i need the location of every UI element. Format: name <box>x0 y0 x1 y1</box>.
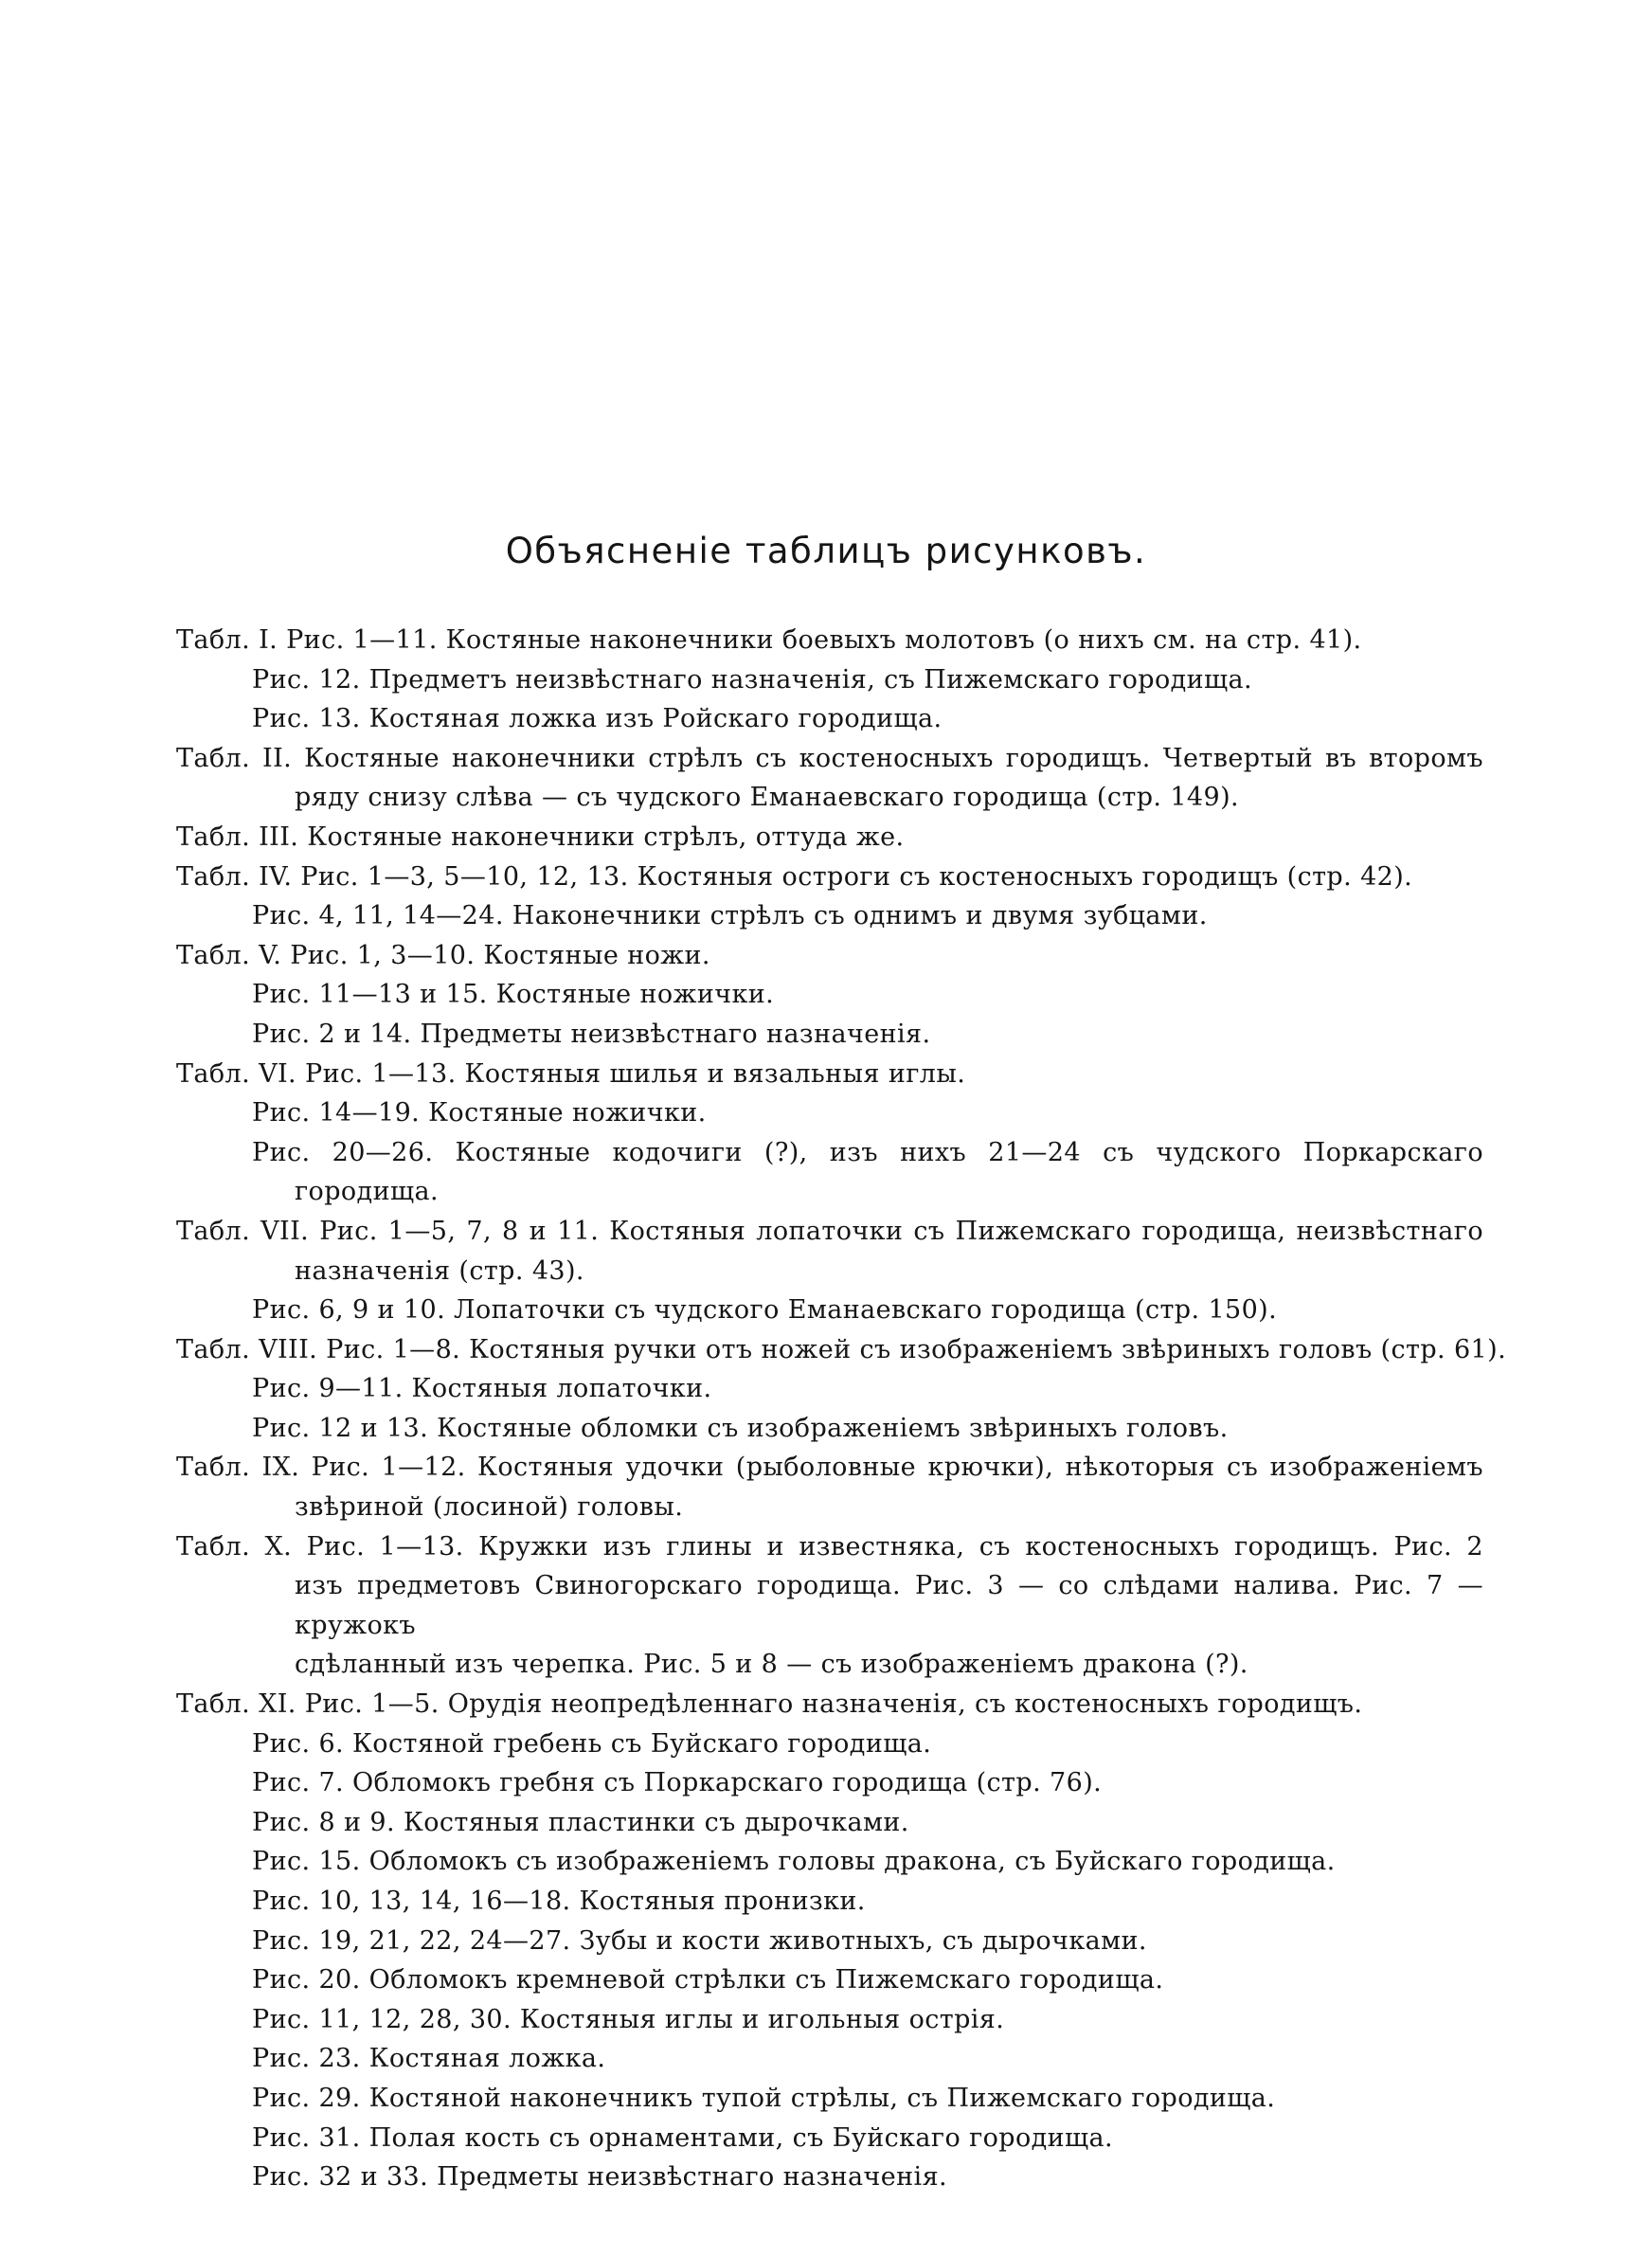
list-item: Рис. 32 и 33. Предметы неизвѣстнаго назначенія. <box>252 2162 948 2193</box>
list-item: Рис. 15. Обломокъ съ изображеніемъ головы дракона, съ Буйскаго городища. <box>252 1847 1336 1877</box>
list-item: Рис. 12 и 13. Костяные обломки съ изображеніемъ звѣриныхъ головъ. <box>252 1413 1229 1443</box>
list-item: Рис. 6. Костяной гребень съ Буйскаго городища. <box>252 1728 932 1759</box>
list-item: Рис. 20. Обломокъ кремневой стрѣлки съ Пижемскаго городища. <box>252 1965 1164 1995</box>
list-item: Табл. VIII. Рис. 1—8. Костяныя ручки отъ ножей съ изображеніемъ звѣриныхъ головъ (стр. 61). <box>176 1334 1507 1364</box>
list-item: Табл. II. Костяные наконечники стрѣлъ съ костеносныхъ городищъ. Четвертый въ второмъ <box>176 743 1483 773</box>
list-item: Табл. XI. Рис. 1—5. Орудія неопредѣленнаго назначенія, съ костеносныхъ городищъ. <box>176 1689 1363 1720</box>
list-item: Рис. 31. Полая кость съ орнаментами, съ Буйскаго городища. <box>252 2122 1114 2153</box>
page-title: Объясненіе таблицъ рисунковъ. <box>505 531 1147 571</box>
list-item: городища. <box>295 1177 439 1207</box>
list-item: Рис. 4, 11, 14—24. Наконечники стрѣлъ съ однимъ и двумя зубцами. <box>252 901 1208 931</box>
list-item: сдѣланный изъ черепка. Рис. 5 и 8 — съ изображеніемъ дракона (?). <box>295 1650 1248 1680</box>
list-item: Рис. 7. Обломокъ гребня съ Поркарскаго городища (стр. 76). <box>252 1768 1103 1798</box>
list-item: Табл. IV. Рис. 1—3, 5—10, 12, 13. Костяныя остроги съ костеносныхъ городищъ (стр. 42). <box>176 861 1413 892</box>
plates-explanation-list <box>176 621 1507 2197</box>
list-item: Рис. 8 и 9. Костяныя пластинки съ дырочками. <box>252 1807 909 1837</box>
list-item: Рис. 23. Костяная ложка. <box>252 2044 606 2074</box>
list-item: Табл. IX. Рис. 1—12. Костяныя удочки (рыболовные крючки), нѣкоторыя съ изображеніемъ <box>176 1453 1483 1483</box>
list-item: Табл. V. Рис. 1, 3—10. Костяные ножи. <box>176 940 710 970</box>
list-item: Рис. 11, 12, 28, 30. Костяныя иглы и игольныя острія. <box>252 2004 1005 2034</box>
list-item: Табл. VII. Рис. 1—5, 7, 8 и 11. Костяныя лопаточки съ Пижемскаго городища, неизвѣстнаго <box>176 1216 1483 1246</box>
list-item: Рис. 12. Предметъ неизвѣстнаго назначенія, съ Пижемскаго городища. <box>252 664 1253 695</box>
list-item: Рис. 13. Костяная ложка изъ Ройскаго городища. <box>252 704 943 734</box>
list-item: Рис. 11—13 и 15. Костяные ножички. <box>252 980 775 1010</box>
list-item: звѣриной (лосиной) головы. <box>295 1492 684 1523</box>
list-item: Рис. 29. Костяной наконечникъ тупой стрѣлы, съ Пижемскаго городища. <box>252 2083 1276 2113</box>
list-item: назначенія (стр. 43). <box>295 1255 584 1286</box>
list-item: Табл. VI. Рис. 1—13. Костяныя шилья и вязальныя иглы. <box>176 1058 966 1089</box>
list-item: изъ предметовъ Свиногорскаго городища. Рис. 3 — со слѣдами налива. Рис. 7 — кружокъ <box>295 1571 1483 1640</box>
list-item: Рис. 6, 9 и 10. Лопаточки съ чудского Еманаевскаго городища (стр. 150). <box>252 1295 1278 1326</box>
list-item: ряду снизу слѣва — съ чудского Еманаевскаго городища (стр. 149). <box>295 783 1240 813</box>
list-item: Рис. 10, 13, 14, 16—18. Костяныя пронизки. <box>252 1887 866 1916</box>
list-item: Рис. 14—19. Костяные ножички. <box>252 1098 707 1128</box>
list-item: Рис. 2 и 14. Предметы неизвѣстнаго назначенія. <box>252 1019 931 1049</box>
list-item: Рис. 19, 21, 22, 24—27. Зубы и кости животныхъ, съ дырочками. <box>252 1925 1147 1956</box>
list-item: Рис. 9—11. Костяныя лопаточки. <box>252 1374 712 1404</box>
list-item: Табл. X. Рис. 1—13. Кружки изъ глины и известняка, съ костеносныхъ городищъ. Рис. 2 <box>176 1531 1483 1562</box>
list-item: Рис. 20—26. Костяные кодочиги (?), изъ нихъ 21—24 съ чудского Поркарскаго <box>252 1137 1483 1167</box>
list-item: Табл. III. Костяные наконечники стрѣлъ, оттуда же. <box>176 822 905 852</box>
list-item: Табл. I. Рис. 1—11. Костяные наконечники боевыхъ молотовъ (о нихъ см. на стр. 41). <box>176 625 1362 655</box>
